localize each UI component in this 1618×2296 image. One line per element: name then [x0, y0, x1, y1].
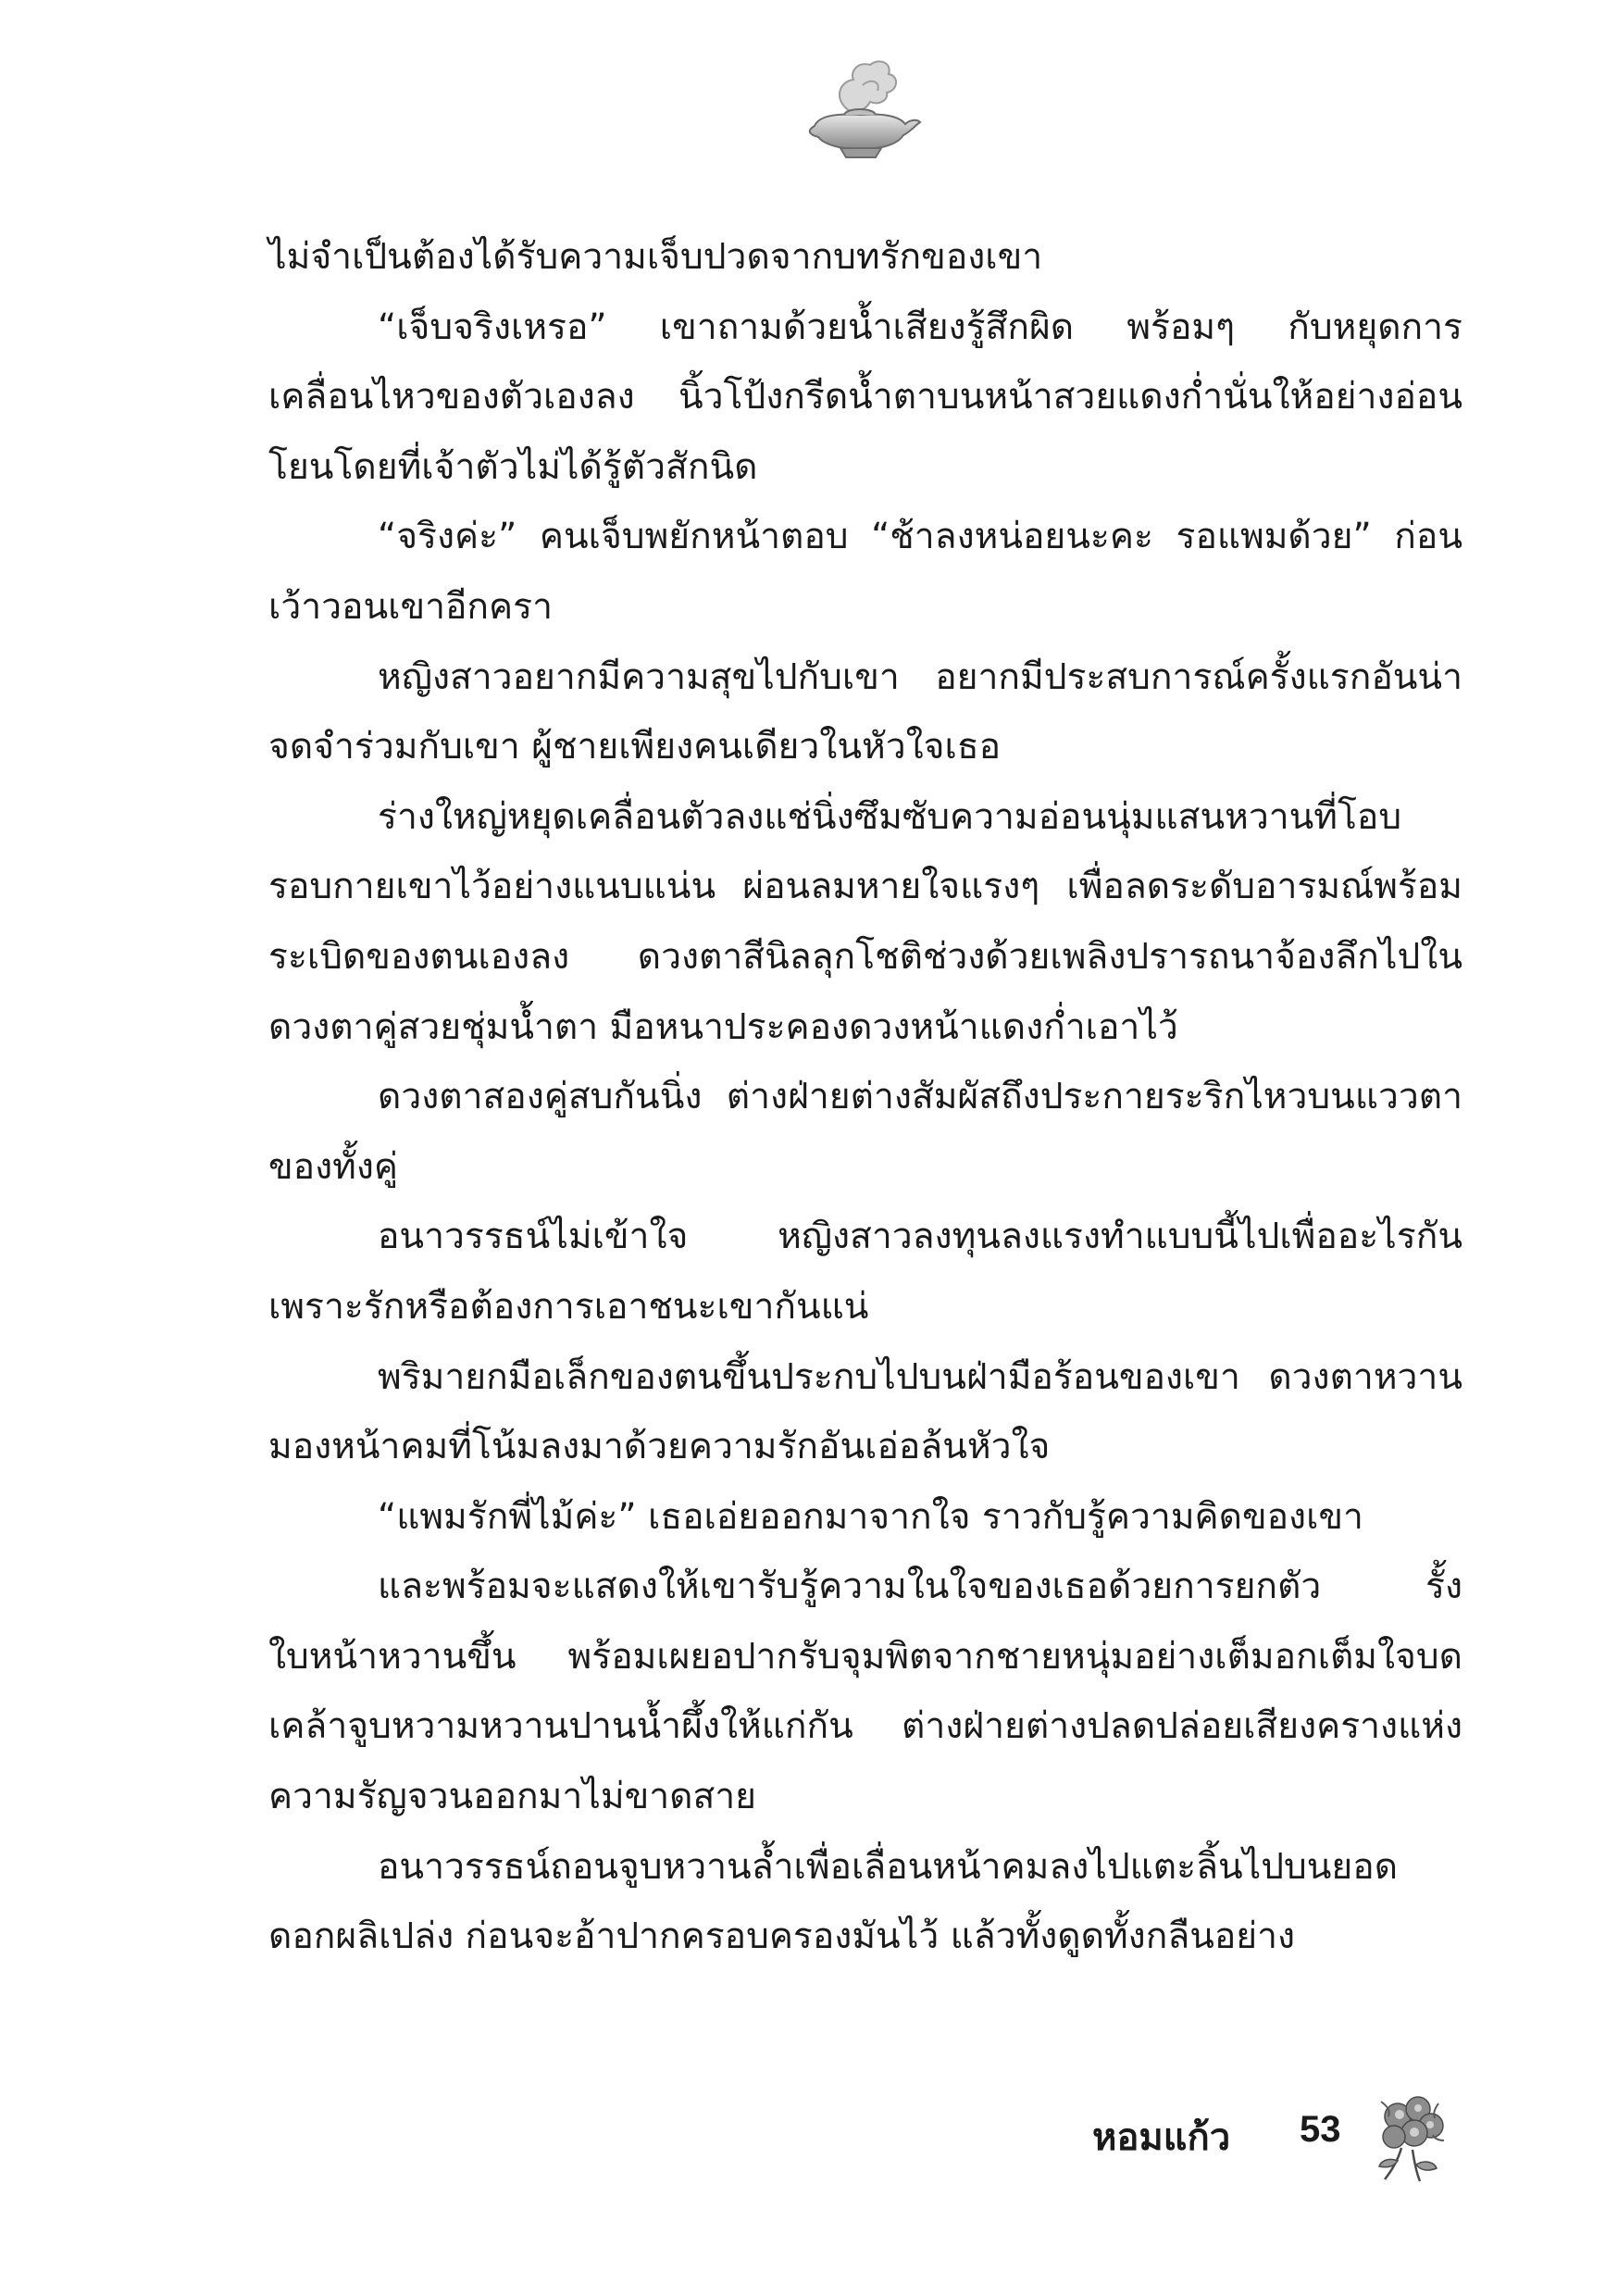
- paragraph: ไม่จำเป็นต้องได้รับความเจ็บปวดจากบทรักของเขา: [268, 236, 1043, 278]
- paragraph: “เจ็บจริงเหรอ” เขาถามด้วยน้ำเสียงรู้สึกผิด พร้อมๆ กับหยุดการเคลื่อนไหวของตัวเองลง นิ้วโป้งกรีดน้ำตาบนหน้าสวยแดงก่ำนั่นให้อย่างอ่อนโยนโดยที่เจ้าตัวไม่ได้รู้ตัวสักนิด: [268, 306, 1462, 488]
- paragraph: พริมายกมือเล็กของตนขึ้นประกบไปบนฝ่ามือร้อนของเขา ดวงตาหวานมองหน้าคมที่โน้มลงมาด้วยความรักอันเอ่อล้นหัวใจ: [268, 1355, 1462, 1468]
- body-text: [268, 222, 1462, 1972]
- book-title: หอมแก้ว: [1092, 2116, 1231, 2159]
- paragraph: อนาวรรธน์ไม่เข้าใจ หญิงสาวลงทุนลงแรงทำแบบนี้ไปเพื่ออะไรกันเพราะรักหรือต้องการเอาชนะเขากันแน่: [268, 1216, 1462, 1328]
- paragraph: หญิงสาวอยากมีความสุขไปกับเขา อยากมีประสบการณ์ครั้งแรกอันน่าจดจำร่วมกับเขา ผู้ชายเพียงคนเดียวในหัวใจเธอ: [268, 655, 1462, 768]
- paragraph: “แพมรักพี่ไม้ค่ะ” เธอเอ่ยออกมาจากใจ ราวกับรู้ความคิดของเขา: [378, 1495, 1363, 1538]
- paragraph: ร่างใหญ่หยุดเคลื่อนตัวลงแช่นิ่งซึมซับความอ่อนนุ่มแสนหวานที่โอบรอบกายเขาไว้อย่างแนบแน่น ผ่อนลมหายใจแรงๆ เพื่อลดระดับอารมณ์พร้อมระเบิดของตนเองลง ดวงตาสีนิลลุกโชติช่วงด้วยเพลิงปรารถนาจ้องลึกไปในดวงตาคู่สวยชุ่มน้ำตา มือหนาประคองดวงหน้าแดงก่ำเอาไว้: [268, 795, 1462, 1048]
- lamp-ornament-icon: [796, 54, 926, 165]
- paragraph: และพร้อมจะแสดงให้เขารับรู้ความในใจของเธอด้วยการยกตัว รั้งใบหน้าหวานขึ้น พร้อมเผยอปากรับจุมพิตจากชายหนุ่มอย่างเต็มอกเต็มใจบดเคล้าจูบหวามหวานปานน้ำผึ้งให้แก่กัน ต่างฝ่ายต่างปลดปล่อยเสียงครางแห่งความรัญจวนออกมาไม่ขาดสาย: [268, 1566, 1462, 1818]
- paragraph: “จริงค่ะ” คนเจ็บพยักหน้าตอบ “ช้าลงหน่อยนะคะ รอแพมด้วย” ก่อนเว้าวอนเขาอีกครา: [268, 516, 1462, 628]
- flower-ornament-icon: [1361, 2083, 1462, 2185]
- paragraph: อนาวรรธน์ถอนจูบหวานล้ำเพื่อเลื่อนหน้าคมลงไปแตะลิ้นไปบนยอดดอกผลิเปล่ง ก่อนจะอ้าปากครอบครองมันไว้ แล้วทั้งดูดทั้งกลืนอย่าง: [268, 1845, 1399, 1958]
- paragraph: ดวงตาสองคู่สบกันนิ่ง ต่างฝ่ายต่างสัมผัสถึงประกายระริกไหวบนแววตาของทั้งคู่: [268, 1076, 1462, 1188]
- page-number: 53: [1300, 2109, 1341, 2150]
